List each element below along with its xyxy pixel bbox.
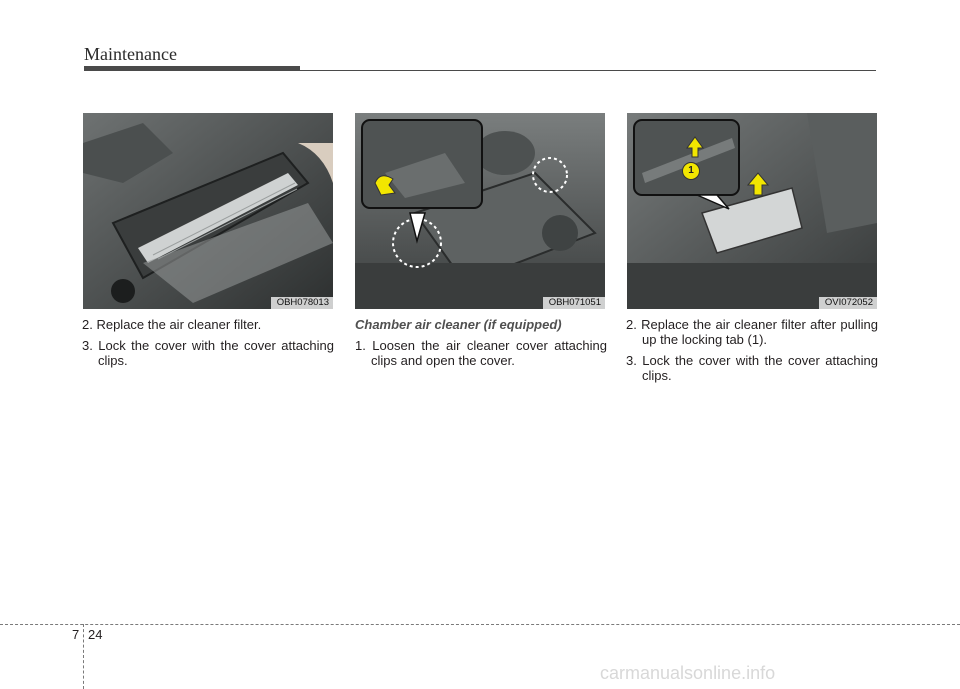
callout-number-badge: 1 xyxy=(682,162,700,180)
engine-bay-photo-1 xyxy=(83,113,333,309)
page-number: 24 xyxy=(88,627,103,642)
figure-code: OBH078013 xyxy=(271,297,333,309)
text-column-3 xyxy=(626,317,878,389)
engine-bay-photo-2 xyxy=(355,113,605,309)
subheading: Chamber air cleaner (if equipped) xyxy=(355,317,562,332)
figure-filter-replace xyxy=(83,113,333,309)
figure-chamber-cover xyxy=(355,113,605,309)
figure-locking-tab xyxy=(627,113,877,309)
engine-bay-photo-3 xyxy=(627,113,877,309)
text-column-1 xyxy=(82,317,334,374)
figure-code: OVI072052 xyxy=(819,297,877,309)
step-item: 3. Lock the cover with the cover attaching clips. xyxy=(82,338,334,368)
header-accent-bar xyxy=(84,66,300,71)
step-item: 3. Lock the cover with the cover attaching clips. xyxy=(626,353,878,383)
chapter-number: 7 xyxy=(72,627,80,642)
step-item: 2. Replace the air cleaner filter. xyxy=(82,317,262,332)
watermark: carmanualsonline.info xyxy=(600,663,776,683)
footer-divider xyxy=(83,624,84,689)
step-item: 1. Loosen the air cleaner cover attaching clips and open the cover. xyxy=(355,338,607,368)
section-title: Maintenance xyxy=(84,44,177,64)
step-item: 2. Replace the air cleaner filter after pulling up the locking tab (1). xyxy=(626,317,878,347)
footer-rule xyxy=(0,624,960,625)
text-column-2 xyxy=(355,317,607,374)
header-rule xyxy=(300,70,876,71)
figure-code: OBH071051 xyxy=(543,297,605,309)
